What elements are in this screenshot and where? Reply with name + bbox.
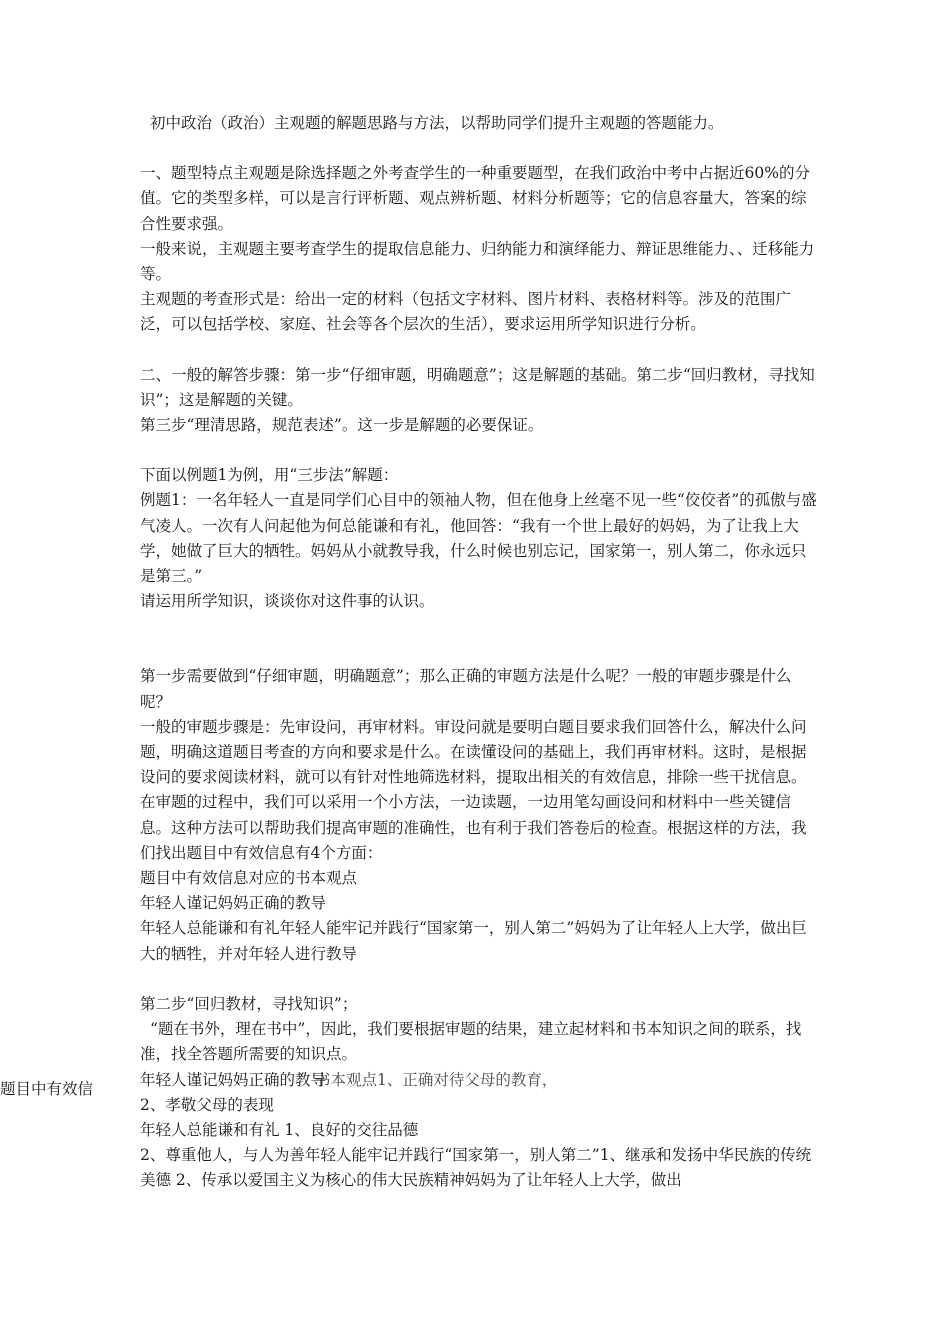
step1-info-1: 年轻人谨记妈妈正确的教导: [140, 894, 327, 913]
step1-paragraph-2: 一般的审题步骤是：先审设问，再审材料。审设问就是要明白题目要求我们回答什么，解决什么问题，明确这道题目考查的方向和要求是什么。在读懂设问的基础上，我们再审材料。这时，是根据设问的要求阅读材料，就可以有针对性地筛选材料，提取出相关的有效信息，排除一些干扰信息。: [140, 717, 807, 787]
document-body: [140, 111, 820, 1193]
overlapping-table-row: [140, 1068, 820, 1093]
section2-paragraph-1: 二、一般的解答步骤：第一步“仔细审题，明确题意”；这是解题的基础。第二步“回归教材，寻找知识”；这是解题的关键。: [140, 365, 815, 409]
step1-info-2: 年轻人总能谦和有礼年轻人能牢记并践行“国家第一，别人第二”妈妈为了让年轻人上大学，做出巨大的牺牲，并对年轻人进行教导: [140, 919, 807, 963]
step2-line-4: 年轻人总能谦和有礼 1、良好的交往品德: [140, 1120, 419, 1139]
step2-heading: 第二步“回归教材，寻找知识”；: [140, 994, 358, 1013]
overlap-right-text: 书本观点1、正确对待父母的教育，: [315, 1070, 558, 1089]
overlap-left-text: 年轻人谨记妈妈正确的教导: [140, 1070, 327, 1089]
section1-paragraph-1: 一、题型特点主观题是除选择题之外考查学生的一种重要题型，在我们政治中考中占据近60%的分值。它的类型多样，可以是言行评析题、观点辨析题、材料分析题等；它的信息容量大，答案的综合性要求强。: [140, 164, 810, 233]
section1-paragraph-2: 一般来说，主观题主要考查学生的提取信息能力、归纳能力和演绎能力、辩证思维能力、、迁移能力等。: [140, 239, 815, 284]
example-question: 请运用所学知识，谈谈你对这件事的认识。: [140, 592, 435, 611]
document-title: 初中政治（政治）主观题的解题思路与方法，以帮助同学们提升主观题的答题能力。: [150, 114, 724, 132]
example-intro: 下面以例题1为例，用“三步法”解题：: [140, 466, 399, 485]
step2-line-5: 2、尊重他人，与人为善年轻人能牢记并践行“国家第一，别人第二”1、继承和发扬中华民族的传统美德 2、传承以爱国主义为核心的伟大民族精神妈妈为了让年轻人上大学，做出: [140, 1145, 812, 1190]
step2-paragraph: “题在书外，理在书中”，因此，我们要根据审题的结果，建立起材料和书本知识之间的联系，找准，找全答题所需要的知识点。: [140, 1020, 802, 1064]
step1-paragraph-1: 第一步需要做到“仔细审题，明确题意”；那么正确的审题方法是什么呢？一般的审题步骤是什么呢？: [140, 667, 792, 711]
section2-paragraph-2: 第三步“理清思路，规范表述”。这一步是解题的必要保证。: [140, 416, 544, 435]
section1-paragraph-3: 主观题的考查形式是：给出一定的材料（包括文字材料、图片材料、表格材料等。涉及的范围广泛，可以包括学校、家庭、社会等各个层次的生活），要求运用所学知识进行分析。: [140, 290, 792, 334]
clipped-side-text: 题目中有效信: [0, 1080, 94, 1098]
step1-paragraph-3: 在审题的过程中，我们可以采用一个小方法，一边读题，一边用笔勾画设问和材料中一些关键信息。这种方法可以帮助我们提高审题的准确性，也有利于我们答卷后的检查。根据这样的方法，我们找出题目中有效信息有4个方面：: [140, 793, 807, 862]
step1-table-header: 题目中有效信息对应的书本观点: [140, 869, 358, 888]
step2-line-3: 2、孝敬父母的表现: [140, 1095, 274, 1114]
example-body: 例题1：一名年轻人一直是同学们心目中的领袖人物，但在他身上丝毫不见一些“佼佼者”的孤傲与盛气凌人。一次有人问起他为何总能谦和有礼，他回答：“我有一个世上最好的妈妈，为了让我上大学，她做了巨大的牺牲。妈妈从小就教导我，什么时候也别忘记，国家第一，别人第二，你永远只是第三。”: [140, 491, 817, 586]
